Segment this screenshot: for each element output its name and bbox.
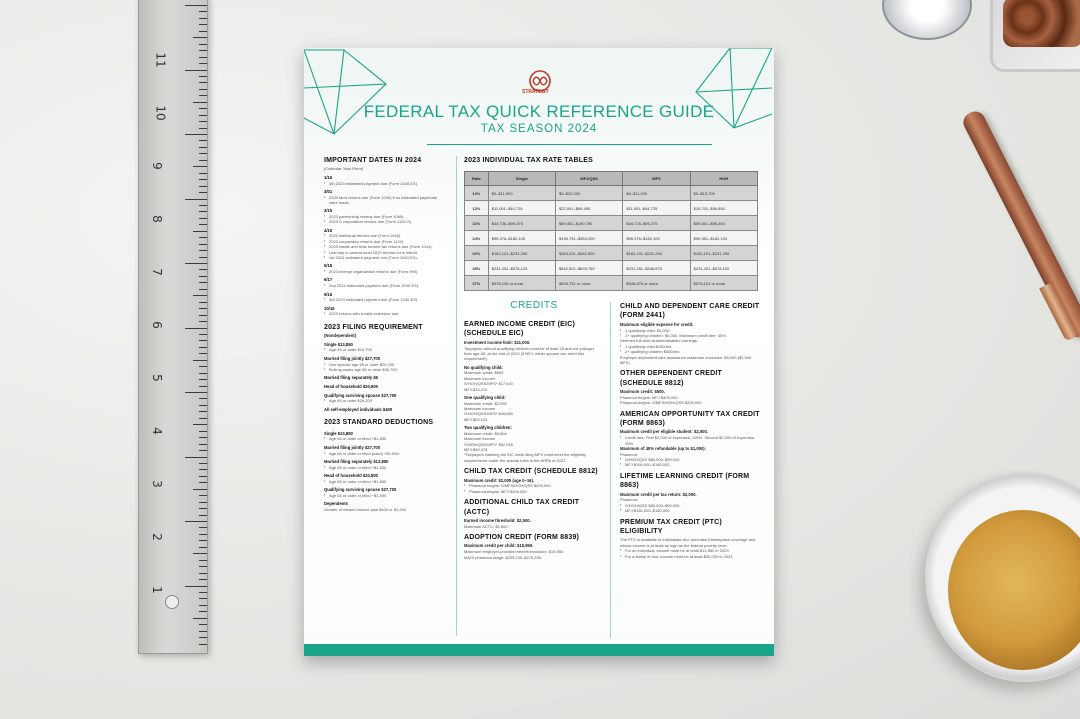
ruler-tick: [199, 121, 207, 122]
eic-block-line: Maximum credit: $600: [464, 370, 504, 376]
date-item: ▪ 2023 farm returns due (Form 1040) if no estimated payments were made.: [324, 195, 446, 206]
eic-block-line: Maximum income: [464, 436, 496, 442]
table-column-header: MFS: [623, 172, 690, 186]
table-header-row: [465, 172, 758, 186]
aotc-heading: AMERICAN OPPORTUNITY TAX CREDIT (FORM 8863): [620, 410, 760, 428]
ruler-tick: [199, 140, 207, 141]
ruler-tick: [199, 237, 207, 238]
ruler-tick: [199, 347, 207, 348]
eic-block-label: No qualifying child:: [464, 364, 503, 370]
date-item: ▪ 2023 S corporation returns due (Form 1120-S).: [324, 219, 446, 224]
ruler-tick: [199, 82, 207, 83]
childcare-max: Maximum eligible expense for credit:: [620, 321, 694, 327]
ptc-text: The PTC is available to individuals who purchase Marketplace coverage and whose income is at least as high as the federal poverty level.: [620, 537, 756, 548]
date-item: ▪ 2023 individual returns due (Form 1040).: [324, 233, 446, 238]
eic-block-line: MFJ $59,478: [464, 447, 488, 453]
deduction-item: ▪ Age 65 or older or blind +$1,850: [324, 436, 446, 441]
ruler-tick: [199, 44, 207, 45]
date-item: ▪ 2023 corporation returns due (Form 1120).: [324, 239, 446, 244]
ruler-tick: [199, 282, 207, 283]
ruler-tick: [199, 508, 207, 509]
ruler-tick: [199, 573, 207, 574]
eic-block-line: MFJ $24,210: [464, 386, 488, 392]
eic-block-line: Maximum credit: $3,995: [464, 400, 507, 406]
ruler-tick: [199, 405, 207, 406]
ruler-tick: [199, 302, 207, 303]
ruler-tick: [199, 315, 207, 316]
table-column-header: HOH: [690, 172, 757, 186]
deduction-item: ▪ Age 65 or older or blind +$1,500: [324, 465, 446, 470]
aotc-max: Maximum credit per eligible student: $2,500.: [620, 429, 708, 435]
rate-cell: 32%: [465, 246, 489, 261]
date-item: ▪ 4th 2023 estimated payment due (Form 1040-ES).: [324, 181, 446, 186]
childcare-deemed: Deemed full-time student/disabled earnings:: [620, 338, 699, 344]
coffee-beans: [1003, 0, 1080, 47]
bracket-cell: $0–$15,700: [690, 186, 757, 201]
ruler-tick: [199, 289, 207, 290]
right-column: [620, 298, 762, 559]
date-label: 3/01: [324, 188, 333, 194]
ruler-tick: [199, 95, 207, 96]
ruler-tick: [199, 469, 207, 470]
ruler-tick: [199, 386, 207, 387]
date-label: 3/15: [324, 208, 333, 214]
dates-heading: IMPORTANT DATES IN 2024: [324, 157, 422, 164]
eic-block-label: Two qualifying children:: [464, 425, 512, 431]
adoption-line3: MAGI phaseout range: $239,230–$279,230.: [464, 554, 543, 560]
column-divider-left: [456, 156, 457, 636]
title-divider: [427, 144, 712, 145]
ruler-tick: [185, 70, 207, 71]
ruler-tick: [199, 276, 207, 277]
bracket-cell: $59,851–$95,350: [690, 216, 757, 231]
rates-heading: 2023 INDIVIDUAL TAX RATE TABLES: [464, 157, 593, 164]
ruler-tick: [199, 308, 207, 309]
date-label: 9/16: [324, 291, 333, 297]
ruler-tick: [199, 515, 207, 516]
bracket-cell: $11,001–$44,725: [623, 201, 690, 216]
ruler-tick: [199, 76, 207, 77]
ruler-number: 11: [153, 52, 168, 68]
actc-line2: Maximum ACTC: $1,600.: [464, 523, 509, 529]
bracket-cell: $231,251–$578,100: [690, 261, 757, 276]
ruler-tick: [193, 231, 207, 232]
ruler-tick: [193, 553, 207, 554]
eic-heading: EARNED INCOME CREDIT (EIC) (SCHEDULE EIC): [464, 321, 575, 338]
ruler-tick: [193, 102, 207, 103]
coffee-bean-jar: [990, 0, 1080, 72]
ruler-tick: [185, 5, 207, 6]
date-item: ▪ 1st 2024 estimated payment due (Form 1040-ES).: [324, 255, 446, 260]
table-row: [465, 216, 758, 231]
ruler-tick: [185, 457, 207, 458]
ruler-tick: [199, 379, 207, 380]
ruler-tick: [199, 57, 207, 58]
ruler-tick: [199, 160, 207, 161]
date-item: ▪ 2023 estate and trust income tax returns due (Form 1041).: [324, 244, 446, 249]
ruler-tick: [199, 366, 207, 367]
ruler-tick: [199, 605, 207, 606]
rate-cell: 37%: [465, 276, 489, 291]
filing-row-label: All self-employed individuals $400: [324, 406, 393, 412]
table-row: [465, 186, 758, 201]
bracket-cell: $578,126 or more: [488, 276, 555, 291]
guide-title: FEDERAL TAX QUICK REFERENCE GUIDE: [363, 102, 715, 121]
ruler-tick: [185, 521, 207, 522]
ruler-tick: [199, 534, 207, 535]
deduction-row-label: Head of household $20,800: [324, 473, 378, 478]
bracket-cell: $22,001–$89,450: [556, 201, 623, 216]
childcare-heading: CHILD AND DEPENDENT CARE CREDIT (FORM 2441): [620, 303, 760, 320]
ruler-tick: [185, 328, 207, 329]
table-row: [465, 201, 758, 216]
ruler-tick: [199, 186, 207, 187]
bracket-cell: $364,201–$462,500: [556, 246, 623, 261]
filing-item: ▪ Age 65 or older $29,200: [324, 398, 446, 403]
rate-cell: 10%: [465, 186, 489, 201]
ruler-tick: [199, 31, 207, 32]
date-item: ▪ Last day to amend most 2020 returns for a refund.: [324, 250, 446, 255]
ruler-tick: [199, 334, 207, 335]
ruler-hole: [165, 595, 179, 609]
ctc-item: ▪ Phaseout begins: S/MFS/HOH/QSS $200,000.: [464, 483, 602, 488]
ruler-tick: [193, 618, 207, 619]
ruler-tick: [199, 115, 207, 116]
ruler-tick: [199, 179, 207, 180]
date-item: ▪ 3rd 2024 estimated payment due (Form 1040-ES).: [324, 297, 446, 302]
date-label: 4/15: [324, 227, 333, 233]
eic-block-line: S/HOH/QSS/MFS* $46,560: [464, 411, 513, 417]
deduction-item: ▪ Age 65 or older or blind (each) +$1,500: [324, 451, 446, 456]
aotc-phaseout-item: ▪ S/HOH/QSS $80,000–$90,000.: [620, 457, 762, 462]
table-column-header: MFJ/QSS: [556, 172, 623, 186]
table-row: [465, 261, 758, 276]
ctc-item: ▪ Phaseout begins: MFJ $400,000.: [464, 489, 602, 494]
aotc-item: ▪ Credit rate: First $2,000 of expenses, 100%. Second $2,000 of expenses, 25%.: [620, 435, 762, 446]
ruler-tick: [199, 373, 207, 374]
ruler-tick: [199, 495, 207, 496]
ruler-tick: [199, 128, 207, 129]
ruler-tick: [199, 611, 207, 612]
left-column: [324, 152, 446, 512]
bracket-cell: $0–$11,000: [488, 186, 555, 201]
ruler-tick: [199, 540, 207, 541]
ruler-tick: [199, 244, 207, 245]
ruler-tick: [193, 424, 207, 425]
filing-item: ▪ Age 65 or older $15,700: [324, 347, 446, 352]
ruler-tick: [199, 579, 207, 580]
odc-heading: OTHER DEPENDENT CREDIT (SCHEDULE 8812): [620, 370, 723, 387]
ruler-tick: [199, 482, 207, 483]
ruler-tick: [199, 50, 207, 51]
ruler-number: 9: [149, 162, 164, 170]
ruler-tick: [199, 192, 207, 193]
date-label: 1/16: [324, 174, 333, 180]
ruler-tick: [199, 250, 207, 251]
ruler-tick: [199, 218, 207, 219]
rate-cell: 22%: [465, 216, 489, 231]
ruler-tick: [193, 360, 207, 361]
ruler-tick: [199, 89, 207, 90]
ruler-tick: [199, 560, 207, 561]
aotc-phaseout-item: ▪ MFJ $160,000–$180,000.: [620, 462, 762, 467]
deduction-row-label: Qualifying surviving spouse $27,700: [324, 487, 397, 493]
bracket-cell: $89,451–$190,750: [556, 216, 623, 231]
eic-footnote: *Taxpayers claiming the EIC while filing MFS must meet the eligibility requirements under the special rules in the ARPA of 2021.: [464, 452, 586, 463]
ruler-tick: [199, 631, 207, 632]
middle-column: [464, 316, 602, 560]
filing-row-label: Married filing separately $5: [324, 375, 378, 381]
ruler-tick: [199, 437, 207, 438]
ctc-heading: CHILD TAX CREDIT (SCHEDULE 8812): [464, 468, 598, 476]
filing-item: ▪ One spouse age 65 or older $29,200: [324, 362, 446, 367]
ruler-tick: [185, 586, 207, 587]
ruler-tick: [199, 153, 207, 154]
ruler-tick: [199, 598, 207, 599]
aotc-phaseout: Phaseout:: [620, 451, 639, 457]
ruler-tick: [185, 392, 207, 393]
deduction-row-label: Single $13,850: [324, 430, 353, 436]
tax-rate-table: [464, 171, 758, 291]
childcare-deemed-item: ▪ 2+ qualifying children $500/mo.: [620, 349, 762, 354]
date-item: ▪ 2023 returns with a valid extension due.: [324, 311, 446, 316]
bracket-cell: $44,726–$95,375: [488, 216, 555, 231]
deduction-row-label: Married filing jointly $27,700: [324, 444, 381, 450]
childcare-item: ▪ 1 qualifying child: $3,000.: [620, 328, 762, 333]
bracket-cell: $15,701–$59,850: [690, 201, 757, 216]
tax-guide-sheet: [304, 48, 774, 656]
filing-item: ▪ Both spouses age 65 or older $30,700: [324, 367, 446, 372]
bracket-cell: $231,251–$578,125: [488, 261, 555, 276]
table-row: [465, 276, 758, 291]
filing-row-label: Head of household $20,800: [324, 383, 378, 389]
dependents-label: Dependents: [324, 501, 348, 507]
eic-block-line: S/HOH/QSS/MFS* $52,918: [464, 441, 513, 447]
ruler-tick: [199, 340, 207, 341]
filing-heading: 2023 FILING REQUIREMENT: [324, 323, 423, 331]
ruler-tick: [199, 463, 207, 464]
ruler-tick: [199, 502, 207, 503]
odc-line2: Phaseout begins: S/MFS/HOH/QSS $200,000.: [620, 400, 703, 406]
date-item: ▪ 2023 exempt organization returns due (Form 990).: [324, 269, 446, 274]
ruler-tick: [199, 431, 207, 432]
ruler-tick: [199, 269, 207, 270]
ruler-number: 6: [149, 321, 164, 329]
ruler-tick: [199, 547, 207, 548]
deduction-row-label: Married filing separately $13,850: [324, 458, 389, 464]
date-item: ▪ 2nd 2024 estimated payment due (Form 1040-ES).: [324, 283, 446, 288]
ruler-tick: [199, 108, 207, 109]
ruler-tick: [185, 134, 207, 135]
actc-line1: Earned income threshold: $2,500.: [464, 517, 531, 523]
actc-heading: ADDITIONAL CHILD TAX CREDIT (ACTC): [464, 499, 580, 516]
table-column-header: Single: [488, 172, 555, 186]
deductions-heading: 2023 STANDARD DEDUCTIONS: [324, 419, 434, 427]
ruler-tick: [193, 295, 207, 296]
childcare-item: ▪ 2+ qualifying children: $6,000. Maximum credit rate: 35%.: [620, 333, 762, 338]
bracket-cell: $693,751 or more: [556, 276, 623, 291]
eic-block-label: One qualifying child:: [464, 394, 506, 400]
ruler-tick: [199, 321, 207, 322]
ruler-number: 4: [149, 427, 164, 435]
llc-item: ▪ S/HOH/QSS $80,000–$90,000.: [620, 503, 762, 508]
llc-item: ▪ MFJ $160,000–$180,000.: [620, 508, 762, 513]
ruler-number: 1: [149, 586, 164, 594]
ruler-tick: [199, 63, 207, 64]
odc-max: Maximum credit: $500.: [620, 389, 665, 395]
llc-heading: LIFETIME LEARNING CREDIT (FORM 8863): [620, 472, 750, 490]
adoption-line1: Maximum credit per child: $15,950.: [464, 543, 534, 549]
dates-note: (Calendar-Year Filers): [324, 166, 364, 172]
eic-block-line: S/HOH/QSS/MFS* $17,640: [464, 381, 513, 387]
ruler-tick: [199, 624, 207, 625]
bracket-cell: $182,101–$231,250: [623, 246, 690, 261]
eic-block-line: Maximum income: [464, 406, 496, 412]
table-column-header: Rate: [465, 172, 489, 186]
bracket-cell: $578,101 or more: [690, 276, 757, 291]
eic-block-line: Maximum credit: $6,604: [464, 430, 507, 436]
ruler-tick: [199, 398, 207, 399]
adoption-heading: ADOPTION CREDIT (FORM 8839): [464, 534, 580, 542]
ruler-number: 7: [149, 268, 164, 276]
ruler: [138, 0, 208, 654]
date-item: ▪ 2023 partnership returns due (Form 1065).: [324, 214, 446, 219]
ruler-tick: [199, 527, 207, 528]
ruler-tick: [199, 211, 207, 212]
credits-heading: CREDITS: [510, 300, 558, 311]
adoption-line2: Maximum employer-provided benefit exclusion: $15,950.: [464, 549, 565, 555]
brand-name: STRATEGY: [522, 89, 549, 95]
ruler-number: 8: [149, 215, 164, 223]
ruler-tick: [199, 173, 207, 174]
ruler-tick: [193, 166, 207, 167]
ruler-number: 3: [149, 480, 164, 488]
ruler-tick: [199, 205, 207, 206]
table-row: [465, 231, 758, 246]
eic-block-line: MFJ $53,120: [464, 416, 488, 422]
bracket-cell: $11,001–$44,725: [488, 201, 555, 216]
ruler-tick: [193, 37, 207, 38]
ruler-tick: [185, 263, 207, 264]
bracket-cell: $231,251–$346,875: [623, 261, 690, 276]
ruler-tick: [199, 450, 207, 451]
aotc-refund: Maximum of 40% refundable (up to $1,000).: [620, 445, 706, 451]
eic-block-line: Maximum income: [464, 375, 496, 381]
filing-note: (Nondependent): [324, 333, 357, 339]
childcare-employer: Employer dependent care assistance maximum exclusion: $5,000 ($2,500 MFS).: [620, 354, 752, 365]
ruler-tick: [199, 592, 207, 593]
ruler-tick: [199, 418, 207, 419]
ruler-tick: [199, 147, 207, 148]
table-row: [465, 246, 758, 261]
ruler-tick: [199, 476, 207, 477]
date-label: 6/17: [324, 277, 333, 283]
eic-limit-text: Taxpayers without qualifying children must be at least 25 and not younger than age 65, at the end of 2023 (if MFJ, either spouse can meet this requirement).: [464, 345, 595, 362]
rate-cell: 24%: [465, 231, 489, 246]
deduction-item: ▪ Age 65 or older or blind +$1,500: [324, 493, 446, 498]
bracket-cell: $462,501–$693,750: [556, 261, 623, 276]
date-label: 10/15: [324, 305, 335, 311]
eic-limit: Investment income limit: $11,000.: [464, 339, 531, 345]
bracket-cell: $190,751–$364,200: [556, 231, 623, 246]
bracket-cell: $95,351–$182,100: [690, 231, 757, 246]
bracket-cell: $182,101–$231,250: [690, 246, 757, 261]
ruler-number: 2: [149, 533, 164, 541]
bracket-cell: $0–$22,000: [556, 186, 623, 201]
ruler-tick: [199, 224, 207, 225]
guide-subtitle: TAX SEASON 2024: [480, 123, 598, 135]
date-label: 5/15: [324, 263, 333, 269]
ruler-tick: [199, 257, 207, 258]
ruler-tick: [199, 18, 207, 19]
ruler-tick: [199, 11, 207, 12]
deduction-item: ▪ Age 65 or older or blind +$1,850: [324, 479, 446, 484]
llc-max: Maximum credit per tax return: $2,000.: [620, 491, 697, 497]
ptc-heading: PREMIUM TAX CREDIT (PTC) ELIGIBILITY: [620, 518, 722, 535]
column-divider-right: [610, 302, 611, 638]
ptc-item: ▪ For a family of four, income must be at least $30,000 in 2023.: [620, 554, 762, 559]
ruler-tick: [199, 444, 207, 445]
ptc-item: ▪ For an individual, income must be at least $14,580 in 2023.: [620, 548, 762, 553]
bracket-cell: $95,376–$182,100: [488, 231, 555, 246]
ruler-tick: [193, 489, 207, 490]
dependents-text: Greater of earned income plus $400 or $1,250: [324, 506, 407, 512]
ruler-tick: [199, 353, 207, 354]
filing-row-label: Single $13,850: [324, 341, 353, 347]
bracket-cell: $346,876 or more: [623, 276, 690, 291]
llc-phaseout: Phaseout:: [620, 497, 639, 503]
bracket-cell: $95,376–$182,100: [623, 231, 690, 246]
ruler-tick: [199, 566, 207, 567]
filing-row-label: Married filing jointly $27,700: [324, 355, 381, 361]
bracket-cell: $44,726–$95,375: [623, 216, 690, 231]
footer-bar: [304, 644, 774, 656]
ruler-tick: [199, 637, 207, 638]
childcare-deemed-item: ▪ 1 qualifying child $250/mo.: [620, 344, 762, 349]
ruler-tick: [185, 199, 207, 200]
ruler-tick: [199, 644, 207, 645]
ruler-number: 10: [153, 105, 168, 121]
ruler-number: 5: [149, 374, 164, 382]
ruler-tick: [199, 24, 207, 25]
ctc-max: Maximum credit: $2,000 (age 0–16).: [464, 477, 535, 483]
ruler-tick: [199, 411, 207, 412]
odc-line1: Phaseout begins: MFJ $400,000.: [620, 394, 679, 400]
rate-cell: 35%: [465, 261, 489, 276]
rate-cell: 12%: [465, 201, 489, 216]
filing-row-label: Qualifying surviving spouse $27,700: [324, 392, 397, 398]
bracket-cell: $182,101–$231,250: [488, 246, 555, 261]
bracket-cell: $0–$11,000: [623, 186, 690, 201]
